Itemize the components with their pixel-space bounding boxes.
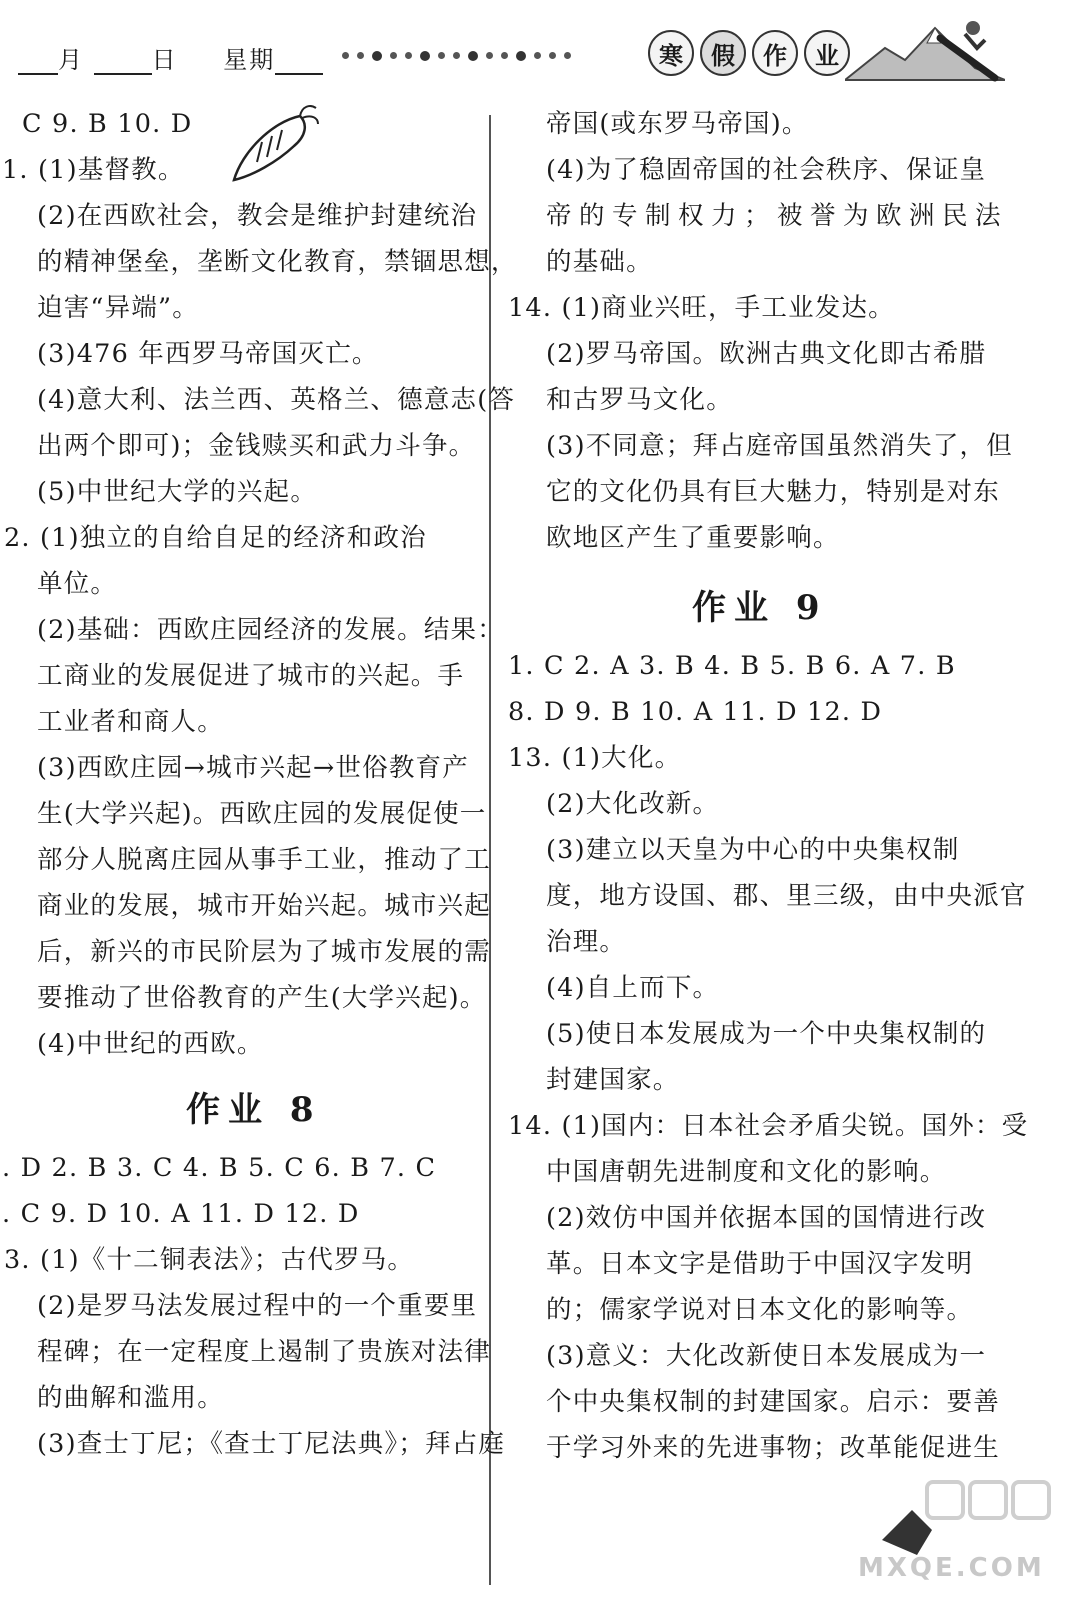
month-label: 月 <box>58 46 84 74</box>
answer-line: 1. C 2. A 3. B 4. B 5. B 6. A 7. B <box>508 651 956 681</box>
answer-line: (2)在西欧社会，教会是维护封建统治 <box>37 201 478 231</box>
answer-line: 的；儒家学说对日本文化的影响等。 <box>546 1295 974 1325</box>
answer-line: 的曲解和滥用。 <box>37 1383 224 1413</box>
answer-line: 商业的发展，城市开始兴起。城市兴起 <box>37 891 491 921</box>
banner-char: 假 <box>700 30 746 76</box>
answer-line: (2)是罗马法发展过程中的一个重要里 <box>37 1291 478 1321</box>
answer-line: 个中央集权制的封建国家。启示：要善 <box>546 1387 1000 1417</box>
answer-line: (3)西欧庄园→城市兴起→世俗教育产 <box>37 753 469 783</box>
section-heading-8: 作业 8 <box>186 1090 322 1130</box>
answer-line: 出两个即可)；金钱赎买和武力斗争。 <box>37 431 476 461</box>
banner-char: 作 <box>752 30 798 76</box>
answer-line: 程碑；在一定程度上遏制了贵族对法律 <box>37 1337 491 1367</box>
answer-line: 8. D 9. B 10. A 11. D 12. D <box>508 697 883 727</box>
answer-line: 欧地区产生了重要影响。 <box>546 523 840 553</box>
answer-line: 要推动了世俗教育的产生(大学兴起)。 <box>37 983 487 1013</box>
answer-line: (5)使日本发展成为一个中央集权制的 <box>546 1019 987 1049</box>
winter-homework-banner <box>648 30 850 74</box>
answer-line: (4)自上而下。 <box>546 973 720 1003</box>
date-line <box>18 40 323 75</box>
answer-line: 帝的专制权力；被誉为欧洲民法 <box>546 201 1009 231</box>
answer-line: (3)476 年西罗马帝国灭亡。 <box>37 339 379 369</box>
answer-line: C 9. B 10. D <box>22 109 193 139</box>
day-label: 日 <box>151 46 178 74</box>
day-blank <box>94 47 152 75</box>
answer-line: (2)效仿中国并依据本国的国情进行改 <box>546 1203 987 1233</box>
answer-line: 工业者和商人。 <box>37 707 224 737</box>
month-blank <box>18 47 58 75</box>
answer-line: 治理。 <box>546 927 627 957</box>
answer-line: (3)查士丁尼；《查士丁尼法典》；拜占庭 <box>37 1429 506 1459</box>
section-heading-9: 作业 9 <box>692 588 828 628</box>
answer-line: 1. (1)基督教。 <box>2 155 185 185</box>
answer-line: 14. (1)商业兴旺，手工业发达。 <box>508 293 895 323</box>
answer-line: . D 2. B 3. C 4. B 5. C 6. B 7. C <box>2 1153 437 1183</box>
answer-line: . C 9. D 10. A 11. D 12. D <box>2 1199 360 1229</box>
answer-line: 和古罗马文化。 <box>546 385 733 415</box>
answer-line: (3)不同意；拜占庭帝国虽然消失了，但 <box>546 431 1013 461</box>
answer-line: 后，新兴的市民阶层为了城市发展的需 <box>37 937 491 967</box>
answer-line: 的精神堡垒，垄断文化教育，禁锢思想， <box>37 247 518 277</box>
answer-line: 于学习外来的先进事物；改革能促进生 <box>546 1433 1000 1463</box>
answer-line: 3. (1)《十二铜表法》；古代罗马。 <box>4 1245 415 1275</box>
answer-line: 生(大学兴起)。西欧庄园的发展促使一 <box>37 799 487 829</box>
answer-line: (2)基础：西欧庄园经济的发展。结果： <box>37 615 504 645</box>
answer-line: 的基础。 <box>546 247 653 277</box>
answer-line: 迫害“异端”。 <box>37 293 199 323</box>
carrot-doodle-icon <box>222 102 322 187</box>
answer-line: (4)中世纪的西欧。 <box>37 1029 264 1059</box>
page-header <box>0 0 1067 100</box>
answer-line: 帝国(或东罗马帝国)。 <box>546 109 809 139</box>
answer-line: 度，地方设国、郡、里三级，由中央派官 <box>546 881 1027 911</box>
answer-line: (3)建立以天皇为中心的中央集权制 <box>546 835 960 865</box>
watermark-logo-icon <box>872 1470 1052 1560</box>
answer-line: 工商业的发展促进了城市的兴起。手 <box>37 661 465 691</box>
mountain-skier-icon <box>845 18 1005 88</box>
answer-line: 2. (1)独立的自给自足的经济和政治 <box>4 523 427 553</box>
answer-line: 中国唐朝先进制度和文化的影响。 <box>546 1157 947 1187</box>
answer-line: (2)罗马帝国。欧洲古典文化即古希腊 <box>546 339 987 369</box>
answer-line: (5)中世纪大学的兴起。 <box>37 477 318 507</box>
answer-line: 革。日本文字是借助于中国汉字发明 <box>546 1249 974 1279</box>
answer-line: 封建国家。 <box>546 1065 680 1095</box>
answer-line: (4)为了稳固帝国的社会秩序、保证皇 <box>546 155 987 185</box>
week-label: 星期 <box>223 46 276 74</box>
answer-line: (3)意义：大化改新使日本发展成为一 <box>546 1341 987 1371</box>
answer-line: (4)意大利、法兰西、英格兰、德意志(答 <box>37 385 516 415</box>
answer-line: (2)大化改新。 <box>546 789 720 819</box>
week-blank <box>275 47 323 75</box>
answer-line: 它的文化仍具有巨大魅力，特别是对东 <box>546 477 1000 507</box>
answer-line: 13. (1)大化。 <box>508 743 682 773</box>
dotted-ornament <box>338 45 633 65</box>
watermark-text: MXQE.COM <box>858 1553 1045 1583</box>
banner-char: 业 <box>804 30 850 76</box>
banner-char: 寒 <box>648 30 694 76</box>
answer-line: 单位。 <box>37 569 118 599</box>
answer-line: 部分人脱离庄园从事手工业，推动了工 <box>37 845 491 875</box>
answer-line: 14. (1)国内：日本社会矛盾尖锐。国外：受 <box>508 1111 1029 1141</box>
